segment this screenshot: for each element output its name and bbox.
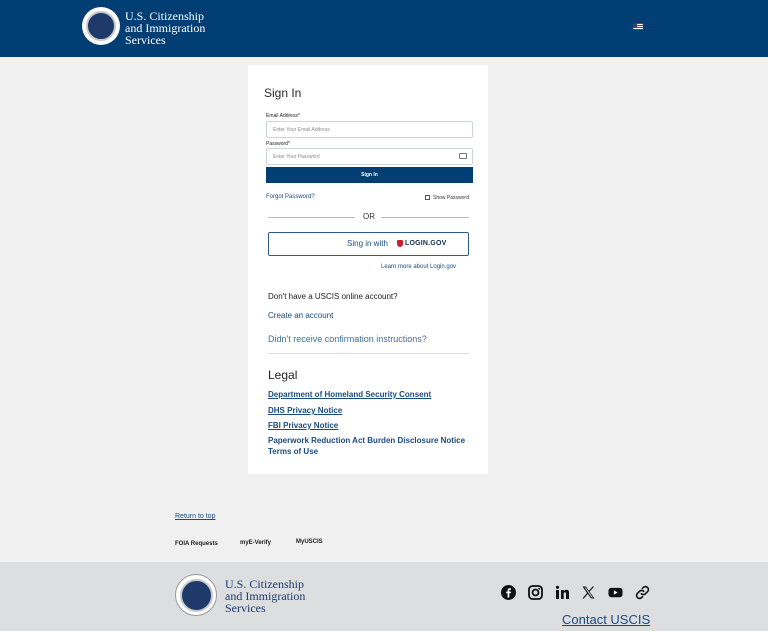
forgot-password-link[interactable]: Forgot Password? xyxy=(266,194,315,200)
footer-agency-line-2: and Immigration xyxy=(225,589,306,603)
legal-heading: Legal xyxy=(268,368,298,382)
email-placeholder: Enter Your Email Address xyxy=(273,127,330,133)
email-label: Email Address* xyxy=(266,113,300,119)
my-e-verify-link[interactable]: myE-Verify xyxy=(240,540,272,546)
linkedin-icon[interactable] xyxy=(555,585,570,600)
or-divider-left xyxy=(268,217,355,218)
my-uscis-link[interactable]: MyUSCIS xyxy=(296,539,323,545)
password-field[interactable] xyxy=(266,148,473,165)
show-password-label[interactable]: Show Password xyxy=(433,195,469,201)
learn-more-login-gov-link[interactable]: Learn more about Login.gov xyxy=(381,264,457,270)
foia-requests-link[interactable]: FOIA Requests xyxy=(175,541,218,547)
signin-title: Sign In xyxy=(264,86,302,100)
login-gov-logo: LOGIN.GOV xyxy=(405,240,447,247)
or-divider-right xyxy=(381,217,469,218)
agency-line-3: Services xyxy=(125,33,166,47)
link-icon[interactable] xyxy=(635,585,650,600)
dhs-seal-logo[interactable] xyxy=(82,7,120,45)
login-gov-prefix: Sing in with xyxy=(347,239,388,248)
us-flag-icon[interactable] xyxy=(633,23,643,30)
confirmation-instructions-link[interactable]: Didn't receive confirmation instructions? xyxy=(268,334,427,344)
youtube-icon[interactable] xyxy=(608,585,623,600)
create-account-link[interactable]: Create an account xyxy=(268,311,334,320)
legal-link-terms[interactable]: Terms of Use xyxy=(268,447,319,456)
password-label: Password* xyxy=(266,141,290,147)
instagram-icon[interactable] xyxy=(528,585,543,600)
footer-agency-line-1: U.S. Citizenship xyxy=(225,577,305,591)
password-visibility-icon[interactable] xyxy=(459,153,467,159)
agency-name[interactable] xyxy=(125,10,205,46)
email-field[interactable] xyxy=(266,121,473,138)
facebook-icon[interactable] xyxy=(501,585,516,600)
legal-link-paperwork[interactable]: Paperwork Reduction Act Burden Disclosure Notice xyxy=(268,436,466,445)
footer-agency-name[interactable] xyxy=(225,578,305,614)
agency-line-2: and Immigration xyxy=(125,21,206,35)
agency-line-1: U.S. Citizenship xyxy=(125,9,205,23)
footer-agency-line-3: Services xyxy=(225,601,266,615)
contact-uscis-link[interactable]: Contact USCIS xyxy=(562,612,651,627)
password-placeholder: Enter Your Password xyxy=(273,154,320,160)
legal-link-fbi-privacy[interactable]: FBI Privacy Notice xyxy=(268,421,339,430)
or-label: OR xyxy=(363,212,375,221)
footer-dhs-seal-logo[interactable] xyxy=(175,574,217,616)
legal-link-dhs-privacy[interactable]: DHS Privacy Notice xyxy=(268,406,343,415)
sign-in-button[interactable]: Sign In xyxy=(266,167,473,183)
return-to-top-link[interactable]: Return to top xyxy=(175,513,216,520)
no-account-text: Don't have a USCIS online account? xyxy=(268,292,398,301)
site-header xyxy=(0,0,768,57)
legal-link-dhs-consent[interactable]: Department of Homeland Security Consent xyxy=(268,390,432,399)
site-footer xyxy=(0,562,768,631)
show-password-checkbox[interactable] xyxy=(425,195,430,200)
login-gov-shield-icon xyxy=(397,240,403,247)
x-icon[interactable] xyxy=(581,585,596,600)
section-divider xyxy=(268,353,469,354)
